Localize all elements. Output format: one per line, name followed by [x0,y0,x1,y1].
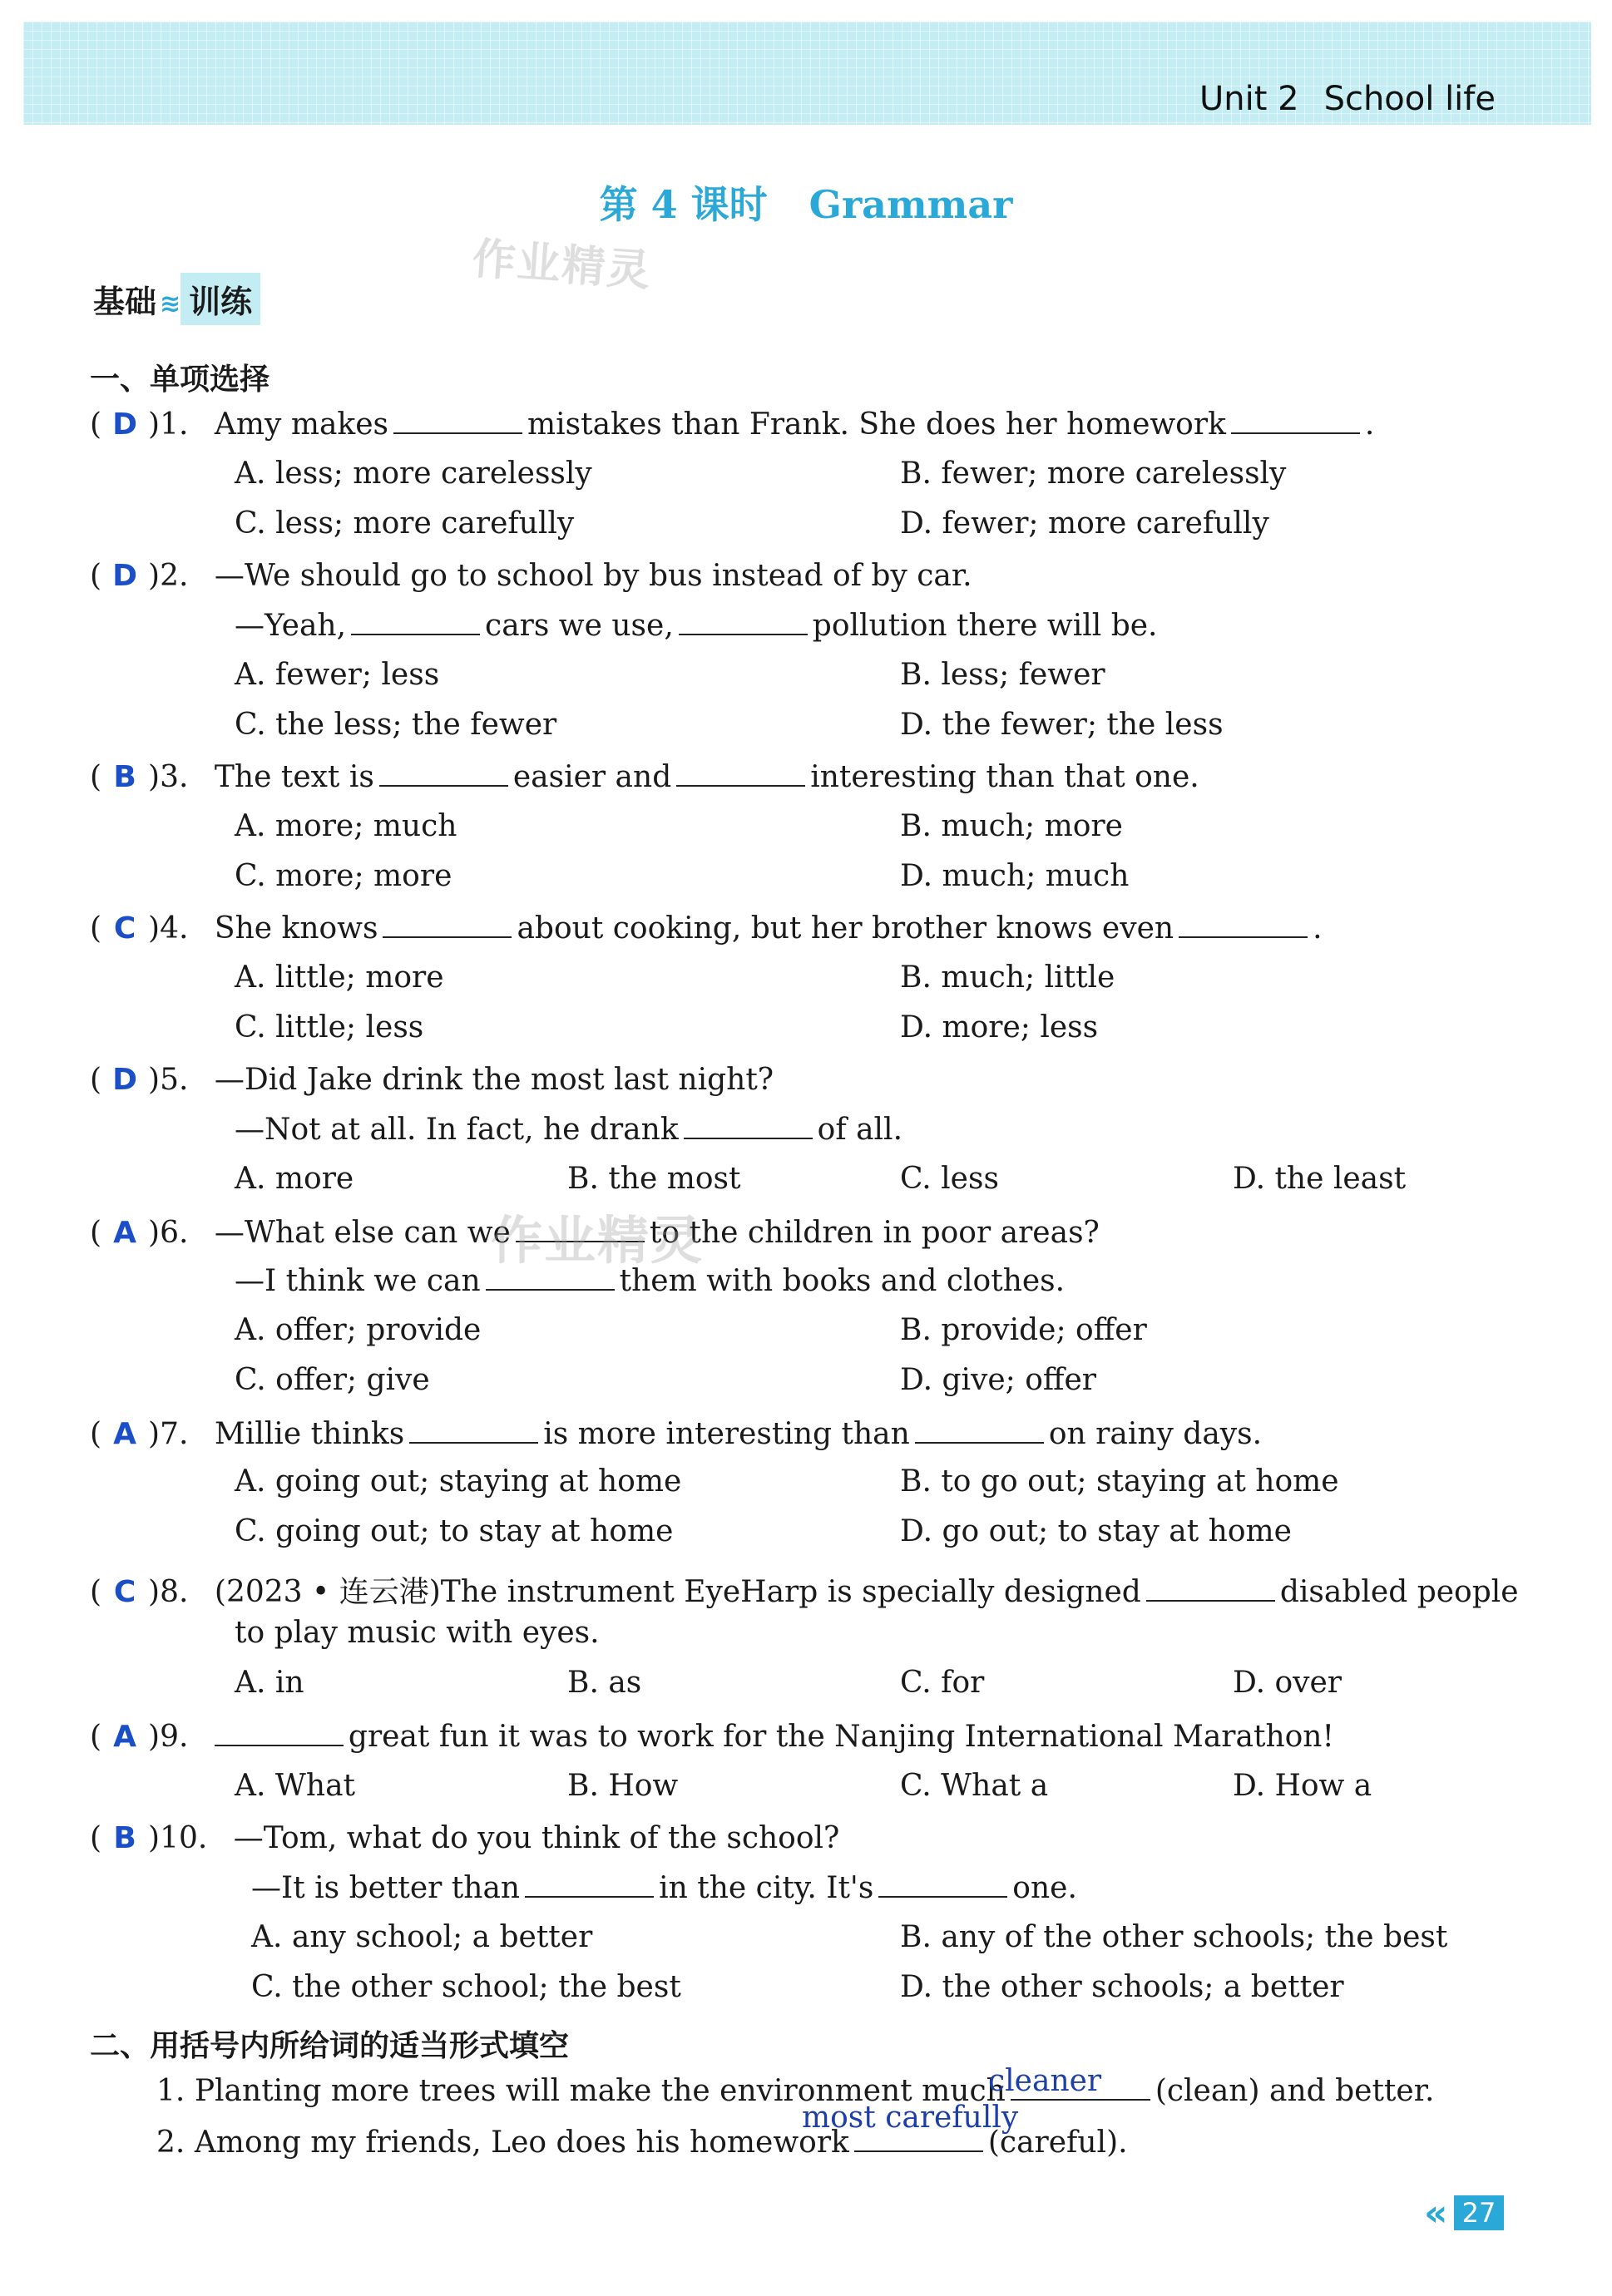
option-a: A. offer; provide [235,1313,482,1347]
answer-mark: A [113,1216,136,1250]
option-b: B. provide; offer [900,1313,1147,1347]
question-9: ( A )9. great fun it was to work for the Nanjing International Marathon! [90,1720,1334,1754]
option-c: C. What a [900,1769,1049,1803]
question-6-line2: —I think we can them with books and clothes. [235,1264,1066,1298]
option-d: D. much; much [900,859,1130,893]
option-d: D. the least [1233,1162,1407,1196]
option-b: B. much; more [900,809,1123,843]
blank [393,409,522,434]
option-c: C. less [900,1162,999,1196]
option-a: A. going out; staying at home [235,1464,682,1499]
answer-mark: D [112,559,137,593]
answer-mark: B [113,760,136,794]
option-d: D. more; less [900,1010,1099,1044]
section-badge: 基础 ≋ 训练 [90,273,260,319]
question-2-line2: —Yeah, cars we use, pollution there will be. [235,609,1158,643]
option-c: C. offer; give [235,1363,430,1397]
option-d: D. go out; to stay at home [900,1514,1292,1548]
question-5: ( D )5. —Did Jake drink the most last night? [90,1063,774,1097]
lesson-number: 第 4 课时 [599,182,768,227]
watermark-top: 作业精灵 [470,234,654,297]
answer-mark: A [113,1417,136,1451]
chevron-left-icon: « [1424,2192,1448,2234]
option-d: D. the other schools; a better [900,1970,1344,2004]
question-5-line2: —Not at all. In fact, he drank of all. [235,1113,903,1147]
option-a: A. What [235,1769,356,1803]
option-a: A. in [235,1666,304,1700]
blank [1231,409,1360,434]
option-b: B. much; little [900,960,1115,995]
option-c: C. the other school; the best [251,1970,681,2004]
question-8-line2: to play music with eyes. [235,1616,600,1650]
option-a: A. less; more carelessly [235,457,592,491]
fill-answer-2: most carefully [802,2101,1019,2135]
question-3: ( B )3. The text is easier and interesting than that one. [90,760,1199,794]
answer-mark: C [113,1575,136,1609]
question-1: ( D )1. Amy makes mistakes than Frank. She does her homework . [90,407,1375,442]
lesson-title [0,175,1612,230]
question-2: ( D )2. —We should go to school by bus instead of by car. [90,559,972,593]
unit-title: Unit 2 School life [1199,80,1496,118]
section1-title: 一、单项选择 [90,363,270,397]
option-d: D. over [1233,1666,1342,1700]
option-a: A. fewer; less [235,658,440,692]
option-b: B. to go out; staying at home [900,1464,1339,1499]
option-b: B. less; fewer [900,658,1105,692]
answer-mark: B [113,1821,136,1855]
page-number: 27 [1454,2195,1504,2230]
option-c: C. for [900,1666,985,1700]
option-b: B. any of the other schools; the best [900,1920,1448,1954]
fill-item-2: 2. Among my friends, Leo does his homework (careful). [156,2126,1128,2160]
question-8: ( C )8. (2023 • 连云港)The instrument EyeHarp is specially designed disabled people [90,1575,1519,1609]
lesson-topic: Grammar [808,182,1013,227]
option-a: A. little; more [235,960,444,995]
option-c: C. the less; the fewer [235,708,557,742]
fill-answer-1: cleaner [988,2064,1102,2098]
option-d: D. the fewer; the less [900,708,1224,742]
option-d: D. fewer; more carefully [900,506,1269,541]
answer-mark: C [113,911,136,946]
option-b: B. How [567,1769,679,1803]
option-c: C. little; less [235,1010,424,1044]
option-d: D. give; offer [900,1363,1097,1397]
option-b: B. the most [567,1162,741,1196]
option-a: A. more; much [235,809,457,843]
section2-title: 二、用括号内所给词的适当形式填空 [90,2029,570,2063]
answer-mark: D [112,1063,137,1097]
answer-mark: D [112,407,137,442]
option-c: C. less; more carefully [235,506,575,541]
question-6: ( A )6. —What else can we to the children in poor areas? [90,1216,1100,1250]
question-10: ( B )10. —Tom, what do you think of the school? [90,1821,840,1855]
option-b: B. fewer; more carelessly [900,457,1287,491]
option-d: D. How a [1233,1769,1372,1803]
option-b: B. as [567,1666,642,1700]
option-c: C. more; more [235,859,452,893]
answer-mark: A [113,1720,136,1754]
option-c: C. going out; to stay at home [235,1514,674,1548]
option-a: A. more [235,1162,354,1196]
option-a: A. any school; a better [251,1920,593,1954]
question-4: ( C )4. She knows about cooking, but her brother knows even . [90,911,1323,946]
question-7: ( A )7. Millie thinks is more interesting than on rainy days. [90,1417,1263,1451]
fill-item-1: 1. Planting more trees will make the environment much (clean) and better. [156,2074,1435,2108]
wave-icon: ≋ [160,289,181,318]
watermark-mid: 作业精灵 [491,1210,705,1271]
question-10-line2: —It is better than in the city. It's one. [251,1871,1077,1905]
